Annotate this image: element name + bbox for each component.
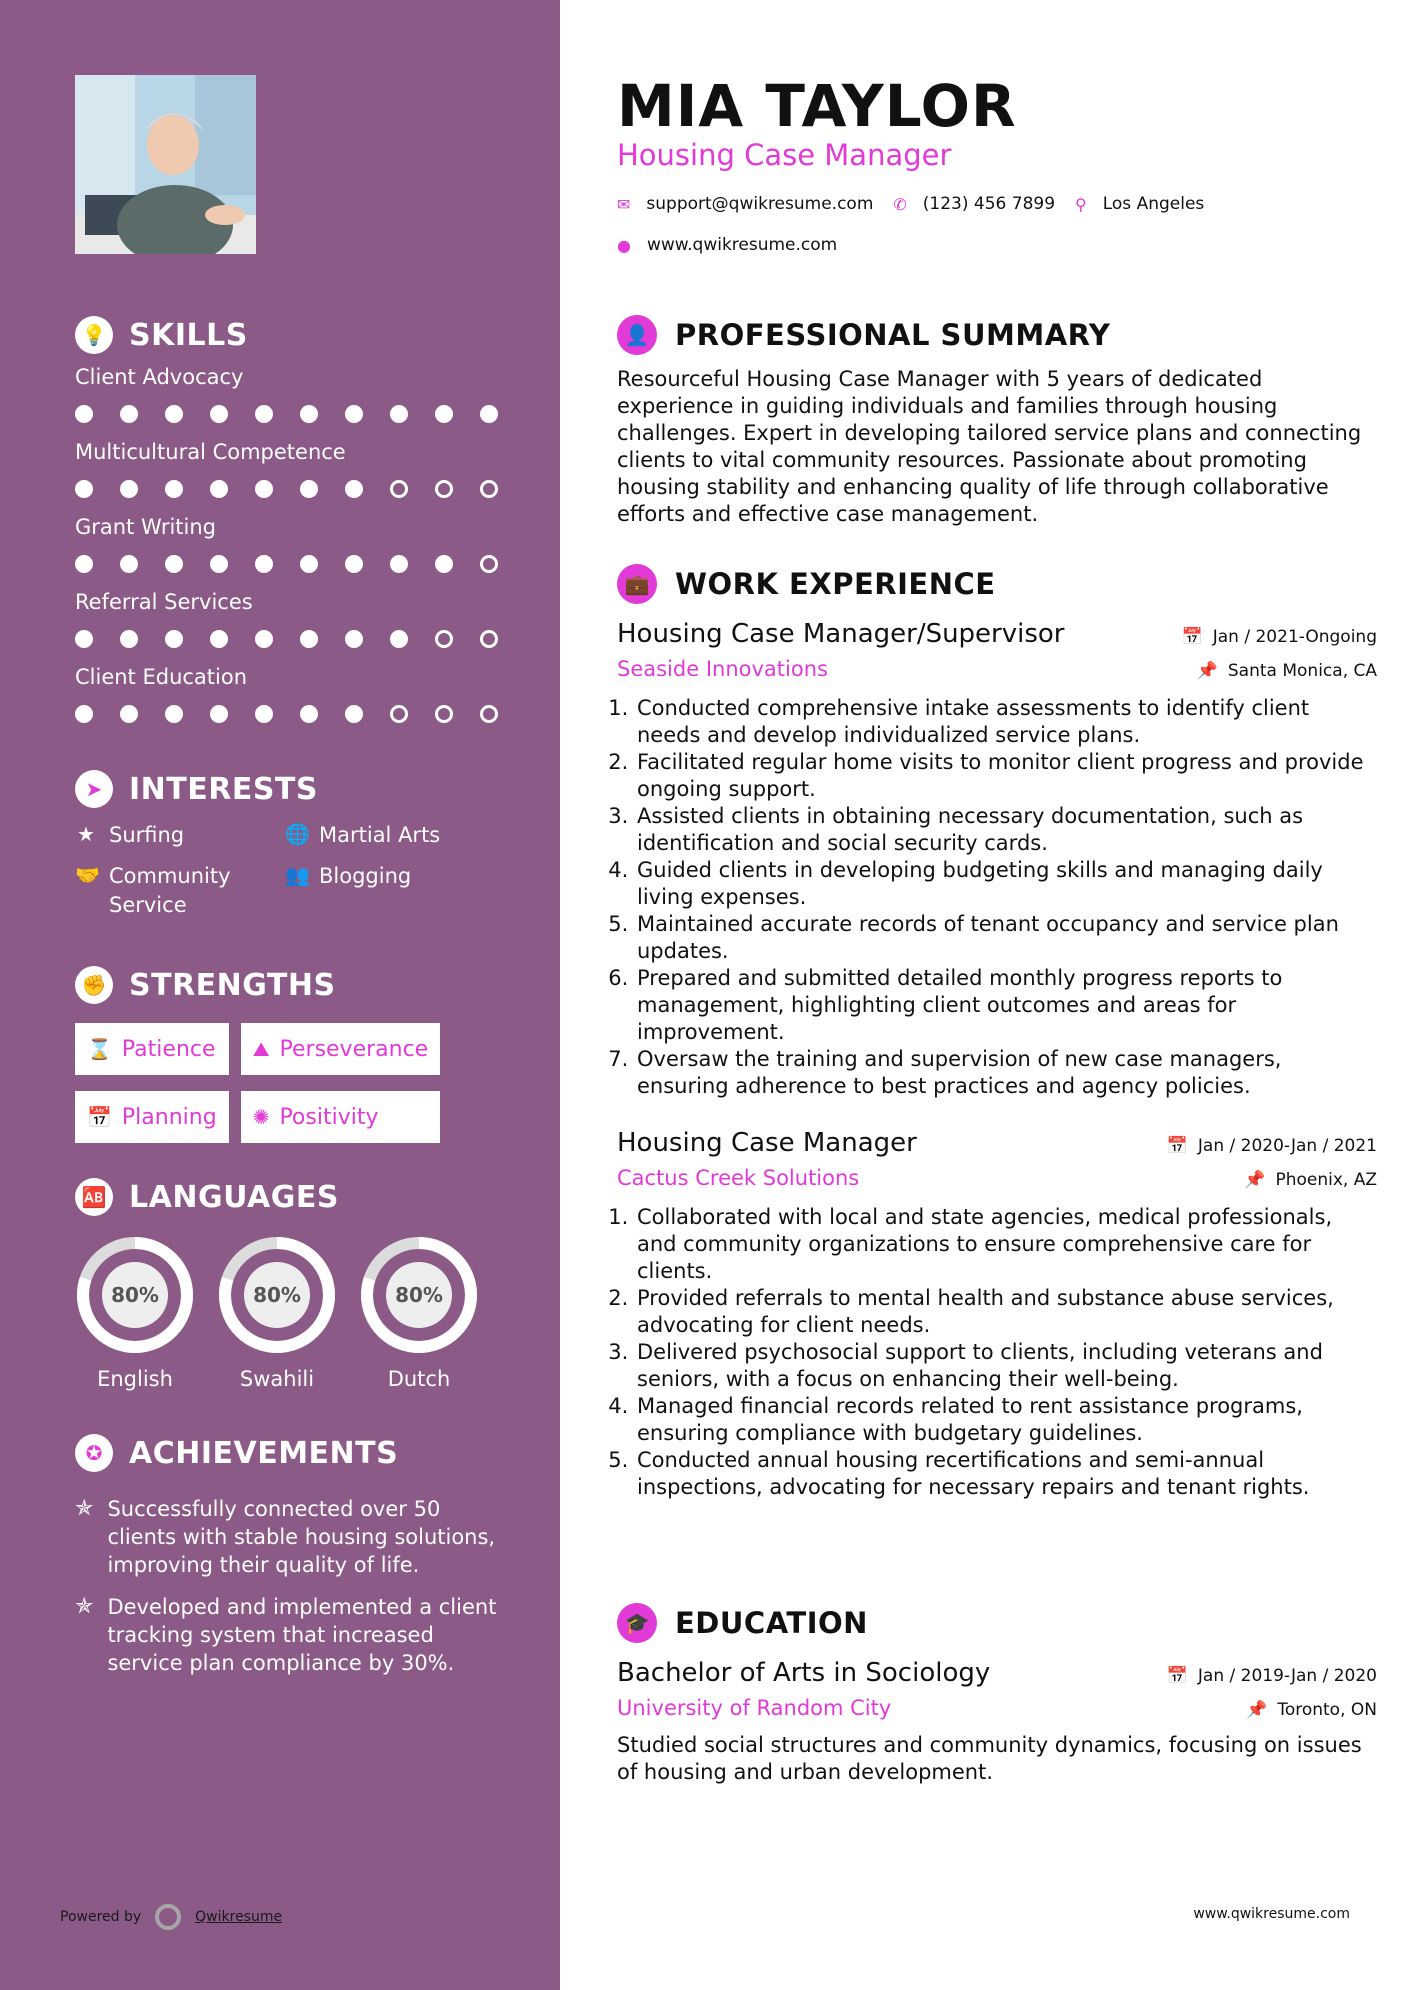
profile-photo (75, 75, 256, 254)
rating-dot-filled (75, 630, 93, 648)
achievement-text: Developed and implemented a client tracking system that increased service plan compliance by 30%. (107, 1595, 497, 1675)
phone-icon: ✆ (893, 194, 907, 214)
interest-label: Community Service (109, 864, 231, 917)
rating-dot-filled (165, 630, 183, 648)
globe-icon: ● (617, 235, 631, 255)
star-hand-icon: ✯ (75, 1496, 94, 1521)
rating-dot-filled (210, 705, 228, 723)
rating-dot-filled (255, 705, 273, 723)
rating-dot-filled (390, 630, 408, 648)
job-location (1244, 1170, 1377, 1190)
strength-chip (75, 1023, 229, 1075)
languages-heading (75, 1175, 515, 1219)
rating-dot-filled (165, 555, 183, 573)
interest-item (75, 862, 285, 920)
handshake-icon: 🤝 (75, 863, 100, 887)
skill-name: Grant Writing (75, 515, 216, 539)
language-ring (359, 1235, 479, 1355)
interests-list (75, 821, 515, 920)
skill-name: Multicultural Competence (75, 440, 346, 464)
language-percent: 80% (386, 1262, 452, 1328)
company-name: Seaside Innovations (617, 657, 828, 681)
strength-label: Patience (121, 1036, 216, 1062)
job-entry (617, 619, 1377, 1100)
interest-label: Martial Arts (319, 823, 441, 847)
language-percent: 80% (244, 1262, 310, 1328)
road-icon: ⛰ (252, 1037, 270, 1061)
candidate-role: Housing Case Manager (617, 138, 952, 172)
job-title: Housing Case Manager (617, 1128, 917, 1158)
contact-location (1075, 194, 1204, 214)
rating-dot-empty (480, 555, 498, 573)
skill-rating (75, 555, 498, 573)
rating-dot-filled (435, 555, 453, 573)
job-location-text: Santa Monica, CA (1227, 661, 1377, 681)
rating-dot-filled (120, 555, 138, 573)
skill-rating (75, 630, 498, 648)
pin-icon: 📌 (1246, 1700, 1268, 1720)
qwikresume-logo-icon (155, 1904, 181, 1930)
job-dates-text: Jan / 2021-Ongoing (1212, 627, 1377, 647)
language-ring (75, 1235, 195, 1355)
contact-email[interactable] (617, 194, 873, 214)
skills-heading (75, 313, 515, 357)
rating-dot-filled (390, 555, 408, 573)
pin-icon: 📌 (1196, 661, 1218, 681)
strength-label: Positivity (279, 1104, 379, 1130)
rating-dot-filled (165, 405, 183, 423)
strengths-section (75, 963, 515, 1143)
education-entry (617, 1658, 1377, 1786)
language-name: English (97, 1367, 173, 1391)
language-name: Dutch (387, 1367, 451, 1391)
rating-dot-empty (480, 705, 498, 723)
job-bullet: 2. Facilitated regular home visits to monitor client progress and provide ongoing support. (635, 749, 1377, 803)
job-entry (617, 1128, 1377, 1501)
rating-dot-filled (75, 405, 93, 423)
globe-icon: 🌐 (285, 822, 310, 846)
pin-icon: 📌 (1244, 1170, 1266, 1190)
calendar-icon: 📅 (1181, 627, 1203, 647)
language-item (359, 1235, 479, 1391)
sun-icon: ✺ (252, 1105, 270, 1129)
contact-website[interactable] (617, 235, 837, 255)
rating-dot-empty (390, 705, 408, 723)
rating-dot-filled (120, 405, 138, 423)
calendar-icon: 📅 (1166, 1136, 1188, 1156)
main-content (560, 0, 1407, 1990)
rating-dot-filled (255, 630, 273, 648)
calendar-icon: 📅 (87, 1105, 112, 1129)
skill-name: Client Advocacy (75, 365, 244, 389)
candidate-name: MIA TAYLOR (617, 72, 1017, 140)
strengths-heading (75, 963, 515, 1007)
education-heading (617, 1602, 1377, 1644)
language-item (217, 1235, 337, 1391)
contact-phone[interactable] (893, 194, 1055, 214)
user-icon: 👤 (617, 315, 657, 355)
education-title: EDUCATION (675, 1606, 868, 1640)
job-bullet: 2. Provided referrals to mental health and substance abuse services, advocating for client needs. (635, 1285, 1377, 1339)
interests-heading (75, 767, 515, 811)
lightbulb-icon: 💡 (75, 316, 113, 354)
rating-dot-empty (480, 630, 498, 648)
brand-link[interactable]: Qwikresume (195, 1909, 283, 1925)
job-bullet: 6. Prepared and submitted detailed monthly progress reports to management, highlighting client outcomes and areas for improvement. (635, 965, 1377, 1046)
education-dates (1167, 1666, 1377, 1686)
job-bullet: 5. Conducted annual housing recertifications and semi-annual inspections, advocating for necessary repairs and tenant rights. (635, 1447, 1377, 1501)
achievements-heading (75, 1431, 515, 1475)
rating-dot-filled (300, 705, 318, 723)
skill-rating (75, 480, 498, 498)
job-dates-text: Jan / 2020-Jan / 2021 (1197, 1136, 1377, 1156)
school-name: University of Random City (617, 1696, 892, 1720)
contact-row (617, 194, 1204, 214)
rating-dot-filled (75, 555, 93, 573)
rating-dot-filled (210, 480, 228, 498)
skill-name: Referral Services (75, 590, 253, 614)
achievement-item (75, 1495, 515, 1579)
hourglass-icon: ⌛ (87, 1037, 112, 1061)
achievement-text: Successfully connected over 50 clients with stable housing solutions, improving their quality of life. (107, 1497, 496, 1577)
languages-title: LANGUAGES (129, 1179, 339, 1215)
achievement-item (75, 1593, 515, 1677)
rating-dot-filled (165, 480, 183, 498)
jobs-list (617, 619, 1377, 1501)
rating-dot-filled (300, 405, 318, 423)
rating-dot-empty (435, 480, 453, 498)
job-location (1197, 661, 1377, 681)
medal-icon: ✪ (75, 1434, 113, 1472)
strength-label: Perseverance (279, 1036, 429, 1062)
rating-dot-filled (75, 480, 93, 498)
education-location-text: Toronto, ON (1277, 1700, 1377, 1720)
summary-title: PROFESSIONAL SUMMARY (675, 318, 1111, 352)
strength-label: Planning (121, 1104, 217, 1130)
calendar-icon: 📅 (1166, 1666, 1188, 1686)
rating-dot-filled (255, 555, 273, 573)
rating-dot-filled (255, 405, 273, 423)
job-bullet: 4. Managed financial records related to rent assistance programs, ensuring compliance with budgetary guidelines. (635, 1393, 1377, 1447)
languages-section (75, 1175, 515, 1391)
experience-section (617, 563, 1377, 1501)
strengths-list (75, 1023, 515, 1143)
skill-row (75, 440, 515, 515)
job-bullet: 5. Maintained accurate records of tenant occupancy and service plan updates. (635, 911, 1377, 965)
job-dates (1182, 627, 1377, 647)
rating-dot-filled (210, 405, 228, 423)
skills-section (75, 313, 515, 740)
skill-row (75, 515, 515, 590)
language-name: Swahili (239, 1367, 315, 1391)
sidebar (0, 0, 560, 1990)
paper-plane-icon: ➤ (75, 770, 113, 808)
graduation-cap-icon: 🎓 (617, 1603, 657, 1643)
footer-url[interactable]: www.qwikresume.com (1193, 1906, 1350, 1922)
job-dates (1167, 1136, 1377, 1156)
degree-title: Bachelor of Arts in Sociology (617, 1658, 991, 1688)
rating-dot-filled (345, 480, 363, 498)
powered-by-label: Powered by (60, 1909, 142, 1925)
summary-heading (617, 314, 1377, 356)
strengths-title: STRENGTHS (129, 967, 336, 1003)
interests-title: INTERESTS (129, 771, 318, 807)
website-text: www.qwikresume.com (646, 235, 838, 255)
job-bullets (617, 1204, 1377, 1501)
job-title: Housing Case Manager/Supervisor (617, 619, 1065, 649)
education-location (1246, 1700, 1377, 1720)
map-pin-icon: ⚲ (1075, 194, 1087, 214)
achievements-title: ACHIEVEMENTS (129, 1435, 399, 1471)
briefcase-icon: 💼 (617, 564, 657, 604)
star-icon: ★ (77, 822, 95, 846)
rating-dot-filled (165, 705, 183, 723)
rating-dot-empty (390, 480, 408, 498)
job-bullet: 3. Delivered psychosocial support to clients, including veterans and seniors, with a focus on enhancing their well-being. (635, 1339, 1377, 1393)
language-item (75, 1235, 195, 1391)
languages-list (75, 1235, 515, 1391)
skills-title: SKILLS (129, 317, 248, 353)
contact-row-2 (617, 235, 837, 255)
email-text: support@qwikresume.com (646, 194, 874, 214)
education-dates-text: Jan / 2019-Jan / 2020 (1197, 1666, 1377, 1686)
powered-by (60, 1904, 282, 1930)
language-ring (217, 1235, 337, 1355)
strength-chip (241, 1091, 441, 1143)
job-bullet: 4. Guided clients in developing budgeting skills and managing daily living expenses. (635, 857, 1377, 911)
language-percent: 80% (102, 1262, 168, 1328)
rating-dot-filled (435, 405, 453, 423)
interest-item (285, 821, 495, 850)
rating-dot-filled (120, 705, 138, 723)
rating-dot-filled (345, 630, 363, 648)
rating-dot-filled (255, 480, 273, 498)
fist-icon: ✊ (75, 966, 113, 1004)
skill-name: Client Education (75, 665, 248, 689)
rating-dot-filled (345, 555, 363, 573)
envelope-icon: ✉ (617, 194, 631, 214)
rating-dot-empty (435, 630, 453, 648)
job-bullet: 1. Collaborated with local and state agencies, medical professionals, and community organizations to ensure comprehensive care for clients. (635, 1204, 1377, 1285)
rating-dot-filled (210, 555, 228, 573)
experience-title: WORK EXPERIENCE (675, 567, 996, 601)
interest-label: Blogging (319, 864, 412, 888)
education-section (617, 1602, 1377, 1786)
interest-item (285, 862, 495, 920)
company-name: Cactus Creek Solutions (617, 1166, 860, 1190)
education-description: Studied social structures and community dynamics, focusing on issues of housing and urban development. (617, 1733, 1362, 1784)
job-bullet: 3. Assisted clients in obtaining necessary documentation, such as identification and social security cards. (635, 803, 1377, 857)
rating-dot-filled (390, 405, 408, 423)
rating-dot-filled (345, 705, 363, 723)
id-card-icon: 🆎 (75, 1178, 113, 1216)
rating-dot-filled (300, 555, 318, 573)
job-bullets (617, 695, 1377, 1100)
summary-section (617, 314, 1377, 528)
experience-heading (617, 563, 1377, 605)
skills-list (75, 365, 515, 740)
rating-dot-empty (480, 480, 498, 498)
skill-rating (75, 405, 498, 423)
job-location-text: Phoenix, AZ (1275, 1170, 1377, 1190)
skill-row (75, 665, 515, 740)
phone-text: (123) 456 7899 (922, 194, 1056, 214)
job-bullet: 7. Oversaw the training and supervision of new case managers, ensuring adherence to best practices and agency policies. (635, 1046, 1377, 1100)
rating-dot-filled (120, 630, 138, 648)
rating-dot-filled (120, 480, 138, 498)
rating-dot-filled (210, 630, 228, 648)
summary-text: Resourceful Housing Case Manager with 5 years of dedicated experience in guiding individuals and families through housing challenges. Expert in developing tailored service plans and connecting clients to vital community resources. Passionate about promoting housing stability and enhancing quality of life through collaborative efforts and effective case management. (617, 367, 1362, 526)
strength-chip (241, 1023, 441, 1075)
users-icon: 👥 (285, 863, 310, 887)
rating-dot-filled (75, 705, 93, 723)
rating-dot-empty (435, 705, 453, 723)
achievements-section (75, 1431, 515, 1677)
interests-section (75, 767, 515, 920)
skill-row (75, 590, 515, 665)
rating-dot-filled (345, 405, 363, 423)
skill-rating (75, 705, 498, 723)
skill-row (75, 365, 515, 440)
location-text: Los Angeles (1102, 194, 1205, 214)
interest-label: Surfing (109, 823, 185, 847)
strength-chip (75, 1091, 229, 1143)
rating-dot-filled (480, 405, 498, 423)
rating-dot-filled (300, 630, 318, 648)
rating-dot-filled (300, 480, 318, 498)
job-bullet: 1. Conducted comprehensive intake assessments to identify client needs and develop individualized service plans. (635, 695, 1377, 749)
interest-item (75, 821, 285, 850)
star-hand-icon: ✯ (75, 1594, 94, 1619)
